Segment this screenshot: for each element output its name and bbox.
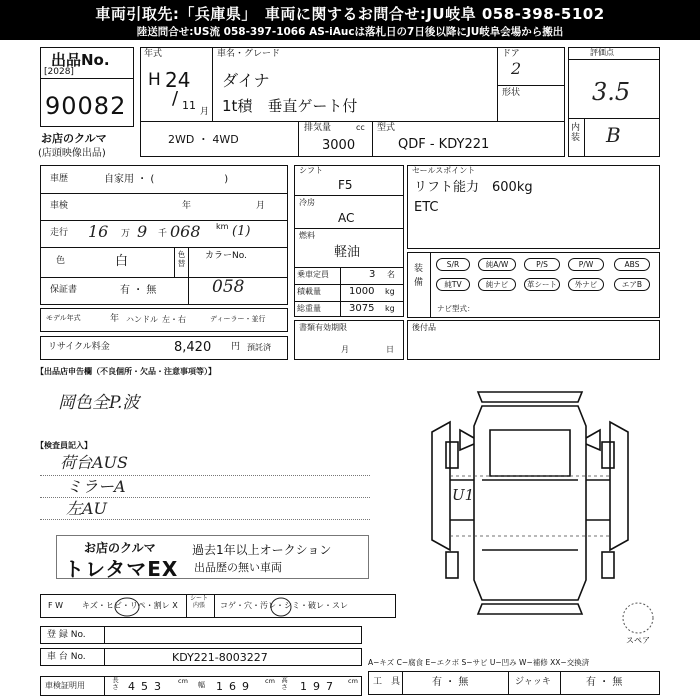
inspection-year: 年 (182, 201, 192, 211)
drive-type: 2WD ・ 4WD (168, 133, 239, 146)
color-no-label: カラーNo. (205, 251, 247, 261)
ac-value: AC (338, 211, 355, 225)
jack-value: 有 ・ 無 (586, 677, 623, 688)
inspection-month: 月 (256, 201, 266, 211)
mileage-note: (1) (232, 224, 251, 239)
width-label: 幅 (198, 681, 205, 689)
height-value: 197 (300, 680, 339, 693)
notes-handwritten: 岡色全P.波 (58, 393, 140, 413)
color-no: 058 (212, 277, 245, 297)
equipment-pill-1-1: S/R (436, 258, 470, 271)
mileage-man: 16 (88, 222, 109, 241)
history-label: 車歴 (50, 174, 69, 184)
recycle-note: 預託済 (247, 343, 271, 352)
load-label: 積載量 (297, 287, 321, 296)
equipment-pill-1-4: P/W (568, 258, 604, 271)
reg-validity-label: 書類有効期限 (299, 323, 347, 332)
selling-label: セールスポイント (412, 166, 476, 175)
score-label: 評価点 (590, 48, 614, 57)
interior-value: B (606, 123, 621, 147)
header-contact: 車両引取先:「兵庫県」 車両に関するお問合せ:JU岐阜 058-398-5102 (95, 5, 605, 23)
reg-month: 月 (341, 345, 349, 354)
gross-label: 総重量 (297, 304, 321, 313)
recycle-unit: 円 (231, 342, 241, 352)
inspection-label: 車検 (50, 201, 69, 211)
score-value: 3.5 (592, 78, 631, 106)
width-value: 169 (216, 680, 255, 693)
shift-label: シフト (299, 166, 323, 175)
recycle-label: リサイクル料金 (48, 342, 110, 352)
interior-label: 内装 (570, 123, 580, 144)
gross-unit: kg (385, 304, 395, 313)
after-label: 後付品 (412, 323, 436, 332)
seat-label: シート内張 (189, 595, 208, 609)
year-label: 年式 (144, 49, 163, 59)
model-name: ダイナ (222, 71, 270, 90)
fw-text: キズ・ヒビ・リペ・割レ X (82, 601, 178, 610)
banner-right1: 過去1年以上オークション (192, 543, 332, 557)
chassis-label: 車 台 No. (47, 652, 86, 662)
notes-title: 【出品店申告欄（不良個所・欠品・注意事項等）】 (36, 367, 216, 376)
model-year-label: モデル年式 (46, 314, 81, 322)
reg-day: 日 (386, 345, 394, 354)
seat-text: コゲ・穴・汚レ・シミ・破レ・スレ (220, 601, 348, 610)
mileage-sen: 9 (137, 222, 148, 241)
history-value: 自家用 ・ ( ) (104, 174, 229, 185)
name-label: 車名・グレード (217, 49, 281, 59)
mileage-rest: 068 (170, 222, 201, 241)
equipment-pill-1-2: 純A/W (478, 258, 516, 271)
load-value: 1000 (349, 286, 375, 297)
door-label: ドア (502, 49, 520, 59)
width-cm: cm (265, 677, 275, 685)
equipment-pill-2-5: エアB (614, 278, 650, 291)
load-unit: kg (385, 287, 395, 296)
fw-check-circle (112, 595, 142, 619)
dealer-label: ディーラー・並行 (210, 315, 266, 323)
shop-video-label: (店頭映像出品) (38, 148, 106, 159)
body-label: 形状 (502, 88, 521, 98)
damage-mark-u1: U1 (452, 486, 475, 504)
banner-line1: お店のクルマ (84, 541, 156, 555)
month-value: 11 (182, 99, 196, 112)
banner-line2: トレタマEX (64, 557, 179, 581)
damage-legend: A−キズ C−腐食 E−エクボ S−サビ U−凹み W−補修 XX−交換済 (368, 658, 590, 667)
mileage-km: km (216, 222, 229, 231)
spare-tire-icon (620, 600, 656, 636)
chassis-number: KDY221-8003227 (172, 651, 268, 664)
lot-number: 90082 (45, 92, 127, 120)
month-unit: 月 (200, 107, 210, 117)
mileage-label: 走行 (50, 228, 69, 238)
fuel-value: 軽油 (334, 245, 361, 260)
tools-value: 有 ・ 無 (432, 677, 469, 688)
displacement-label: 排気量 (304, 123, 332, 133)
warranty-label: 保証書 (50, 285, 78, 295)
equipment-pill-1-3: P/S (524, 258, 560, 271)
handle-value: 左・右 (162, 315, 186, 324)
color-change-label: 色替 (177, 250, 186, 268)
model-year-unit: 年 (110, 314, 120, 324)
ac-label: 冷房 (299, 198, 315, 207)
fw-label: F W (48, 601, 64, 610)
tools-label: 工 具 (373, 677, 401, 687)
height-cm: cm (348, 677, 358, 685)
banner-right2: 出品歴の無い車両 (194, 561, 282, 574)
displacement: 3000 (322, 138, 356, 153)
selling-line1: リフト能力 600kg (414, 180, 533, 195)
capacity-unit: 名 (387, 270, 395, 279)
jack-label: ジャッキ (515, 677, 551, 687)
inspector-title: 【検査員記入】 (36, 441, 92, 450)
equipment-pill-2-3: 革シート (524, 278, 560, 291)
cert-label: 車検証明用 (45, 681, 85, 690)
selling-line2: ETC (414, 200, 439, 215)
header-bar (0, 0, 700, 40)
header-transport: 陸送問合せ:US流 058-397-1066 AS-iAucは落札日の7日後以降にJU岐阜会場から搬出 (136, 26, 564, 38)
model-code: QDF - KDY221 (398, 137, 490, 152)
capacity-label: 乗車定員 (297, 270, 329, 279)
inspector-line-3: 左AU (66, 499, 108, 518)
recycle-value: 8,420 (174, 340, 212, 355)
gross-value: 3075 (349, 303, 375, 314)
length-label: 長さ (112, 676, 119, 692)
capacity-value: 3 (369, 269, 376, 280)
displacement-unit: cc (356, 123, 365, 132)
warranty-value: 有 ・ 無 (120, 285, 157, 296)
year-era: H (148, 70, 161, 90)
reg-no-label: 登 録 No. (47, 630, 86, 640)
inspector-line-2: ミラーA (66, 477, 126, 496)
month-slash: / (172, 88, 179, 109)
equipment-pill-1-5: ABS (614, 258, 650, 271)
equipment-pill-2-4: 外ナビ (568, 278, 604, 291)
inspector-line-1: 荷台AUS (60, 453, 129, 472)
length-value: 453 (128, 680, 167, 693)
mileage-unit-sen: 千 (158, 229, 168, 239)
shift-value: F5 (338, 178, 353, 192)
length-cm: cm (178, 677, 188, 685)
doors-value: 2 (511, 59, 522, 78)
height-label: 高さ (281, 676, 288, 692)
mileage-unit-man: 万 (121, 229, 131, 239)
equipment-pill-2-1: 純TV (436, 278, 470, 291)
lot-label: 出品No. (51, 51, 110, 69)
shop-car-label: お店のクルマ (41, 132, 107, 145)
color-value: 白 (115, 254, 129, 269)
seat-check-circle (268, 595, 294, 619)
after-box (407, 320, 660, 360)
color-label: 色 (56, 256, 66, 266)
grade: 1t積 垂直ゲート付 (222, 97, 358, 115)
handle-label: ハンドル (126, 315, 158, 324)
lot-year-tag: [2028] (44, 67, 74, 77)
equipment-label: 装備 (413, 264, 423, 288)
year-value: 24 (165, 68, 191, 92)
reg-no-row (40, 626, 362, 644)
fuel-label: 燃料 (299, 231, 315, 240)
type-label: 型式 (377, 123, 396, 133)
selling-box (407, 165, 660, 249)
navi-label: ナビ型式： (437, 304, 475, 313)
spare-label: スペア (626, 636, 650, 645)
equipment-pill-2-2: 純ナビ (478, 278, 516, 291)
